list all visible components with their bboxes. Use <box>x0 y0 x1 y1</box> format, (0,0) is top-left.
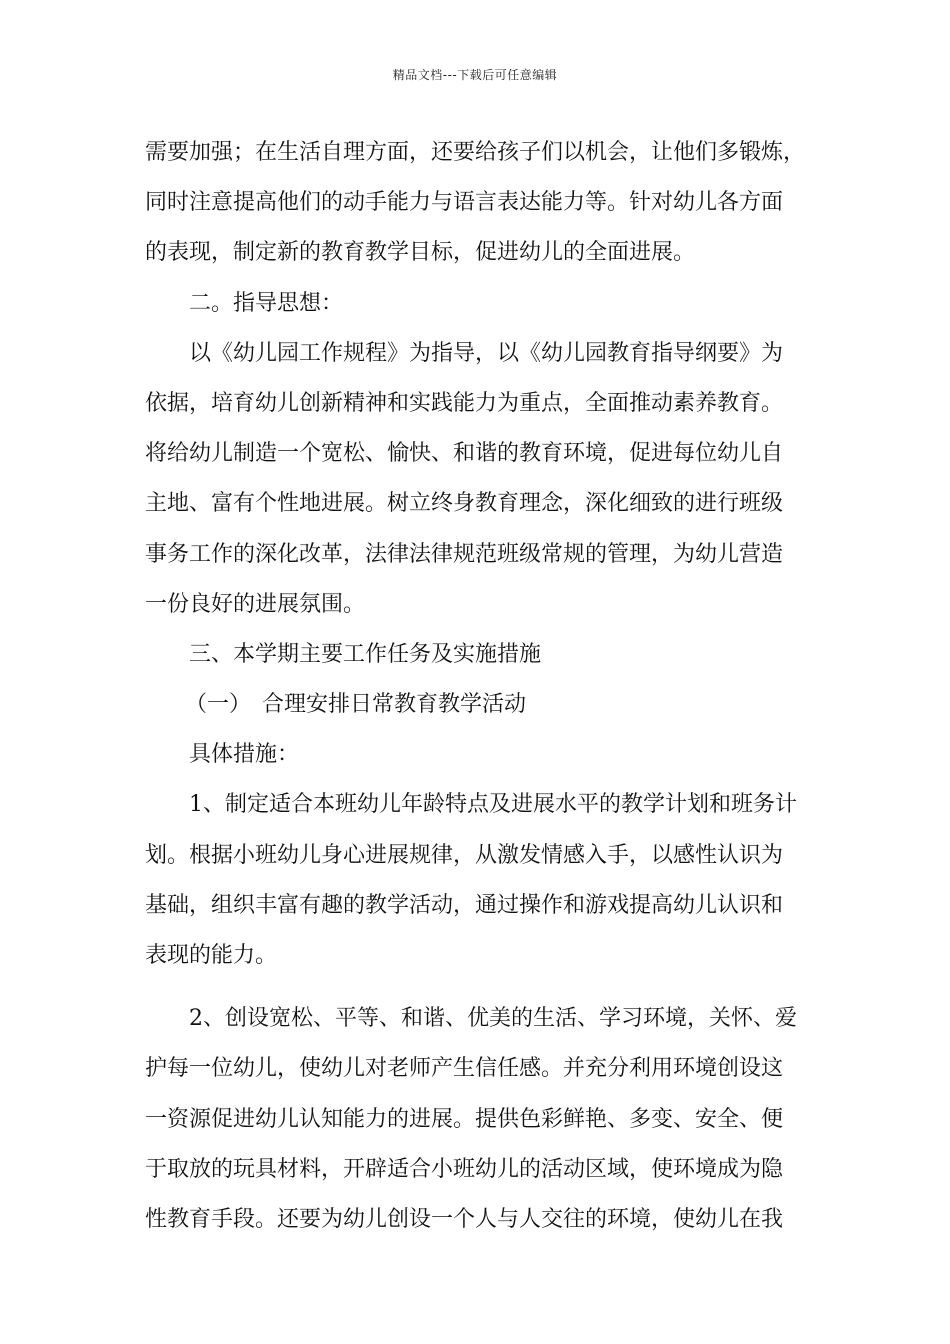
list-item-1-line: 1、制定适合本班幼儿年龄特点及进展水平的教学计划和班务计 <box>189 792 797 818</box>
list-item-1-line: 表现的能力。 <box>145 943 278 968</box>
paragraph-line: 主地、富有个性地进展。树立终身教育理念，深化细致的进行班级 <box>145 491 784 517</box>
section-heading-guiding-ideology: 二。指导思想： <box>189 290 344 316</box>
list-item-2-line: 2、创设宽松、平等、和谐、优美的生活、学习环境，关怀、爱 <box>189 1006 797 1032</box>
paragraph-line: 以《幼儿园工作规程》为指导，以《幼儿园教育指导纲要》为 <box>189 340 784 366</box>
paragraph-line: 将给幼儿制造一个宽松、愉快、和谐的教育环境，促进每位幼儿自 <box>145 441 784 467</box>
list-item-1-line: 划。根据小班幼儿身心进展规律，从激发情感入手，以感性认识为 <box>145 842 784 868</box>
document-body <box>145 128 810 1245</box>
paragraph-line: 需要加强；在生活自理方面，还要给孩子们以机会，让他们多锻炼， <box>145 140 806 165</box>
list-item-1-line: 基础，组织丰富有趣的教学活动，通过操作和游戏提高幼儿认识和 <box>145 892 784 918</box>
list-item-2-line: 性教育手段。还要为幼儿创设一个人与人交往的环境，使幼儿在我 <box>145 1206 784 1232</box>
paragraph-line: 的表现，制定新的教育教学目标，促进幼儿的全面进展。 <box>145 240 696 266</box>
paragraph-line: 一份良好的进展氛围。 <box>145 591 366 617</box>
label-specific-measures: 具体措施： <box>189 742 300 768</box>
subsection-heading-daily-activities: （一） 合理安排日常教育教学活动 <box>185 692 527 718</box>
section-heading-main-tasks: 三、本学期主要工作任务及实施措施 <box>189 641 542 667</box>
paragraph-line: 同时注意提高他们的动手能力与语言表达能力等。针对幼儿各方面 <box>145 190 784 216</box>
page-header: 精品文档---下载后可任意编辑 <box>392 68 558 82</box>
list-item-2-line: 护每一位幼儿，使幼儿对老师产生信任感。并充分利用环境创设这 <box>145 1056 784 1082</box>
paragraph-line: 事务工作的深化改革，法律法律规范班级常规的管理，为幼儿营造 <box>145 541 784 567</box>
list-item-2-line: 于取放的玩具材料，开辟适合小班幼儿的活动区域，使环境成为隐 <box>145 1156 784 1182</box>
list-item-2-line: 一资源促进幼儿认知能力的进展。提供色彩鲜艳、多变、安全、便 <box>145 1106 784 1132</box>
paragraph-line: 依据，培育幼儿创新精神和实践能力为重点，全面推动素养教育。 <box>145 390 784 416</box>
